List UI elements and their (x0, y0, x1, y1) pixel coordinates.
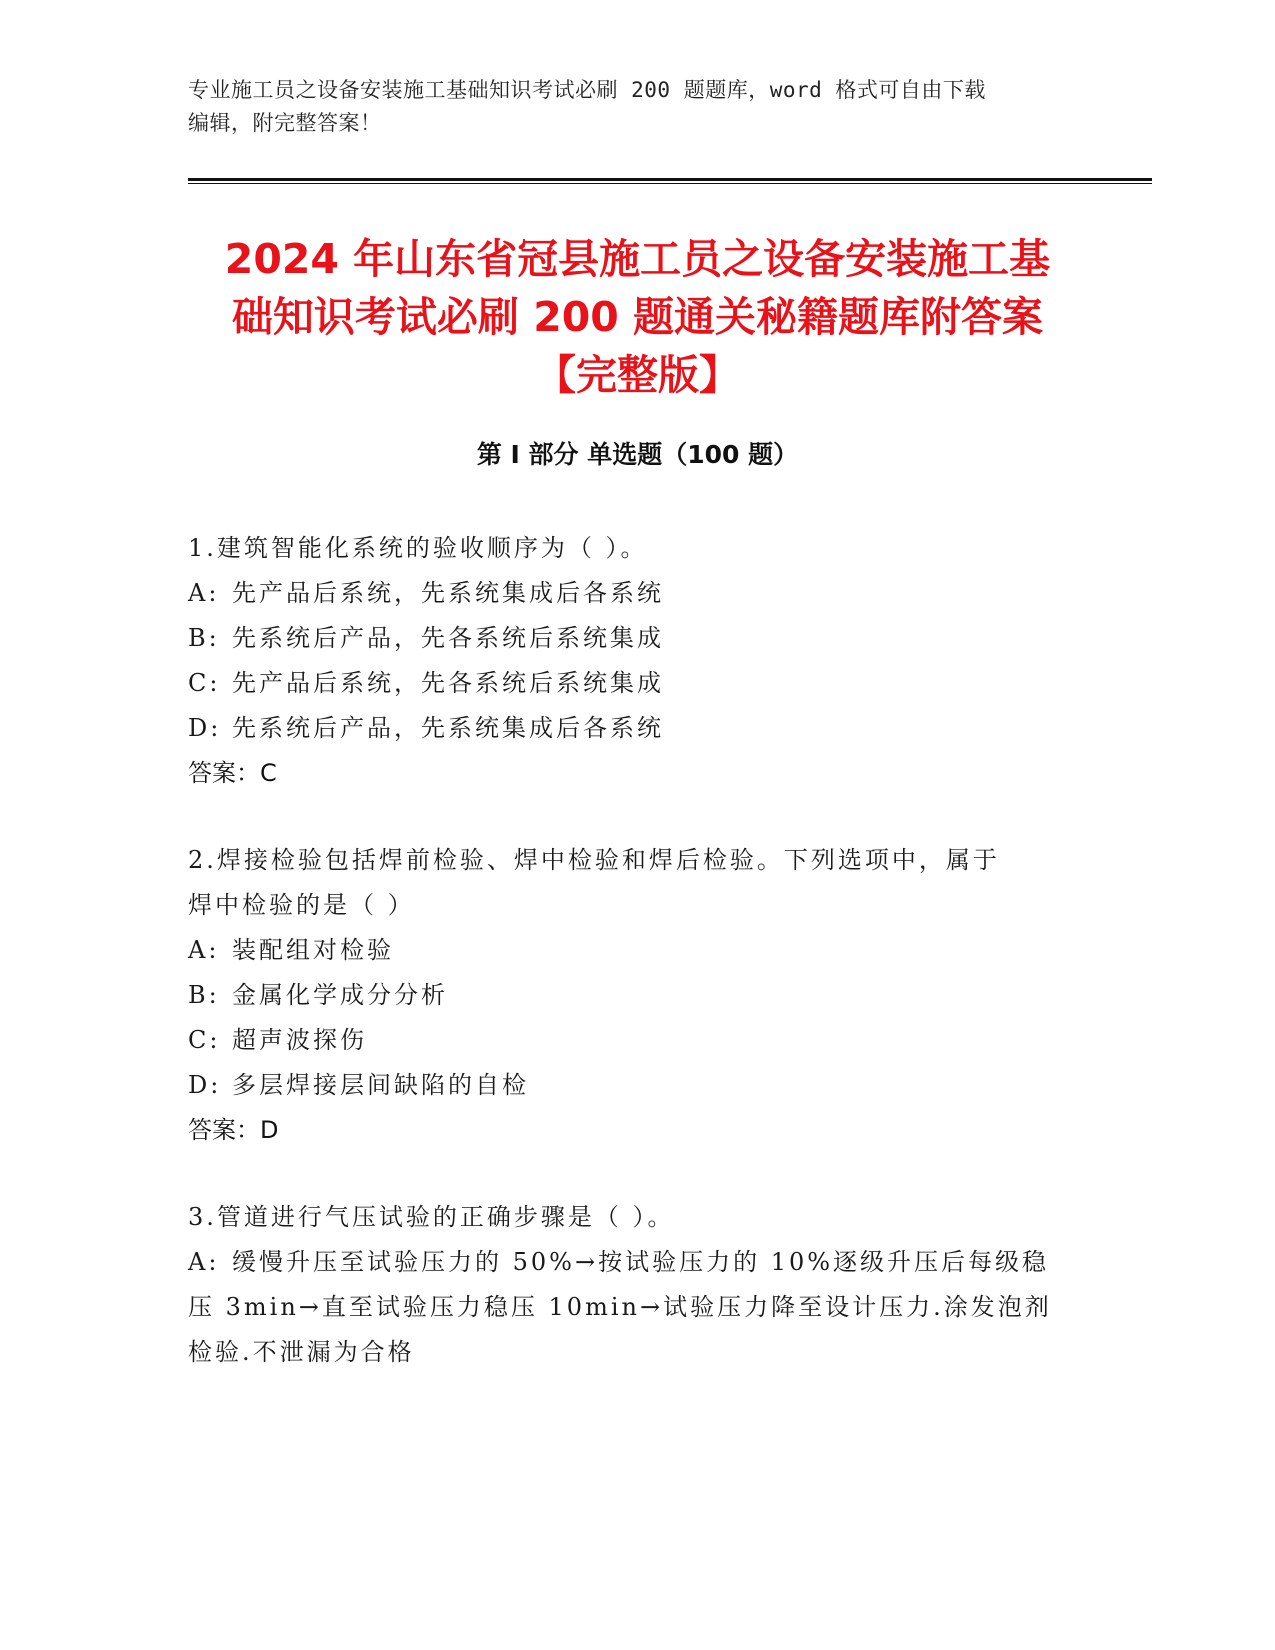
document-title-line-1: 2024 年山东省冠县施工员之设备安装施工基 (224, 235, 1051, 283)
document-title (170, 230, 1105, 404)
option-text: 装配组对检验 (232, 936, 394, 964)
header-divider-thin (188, 183, 1152, 184)
option-text: 先系统后产品，先各系统后系统集成 (232, 624, 664, 652)
question-2 (188, 838, 1088, 1153)
question-list (188, 526, 1088, 1417)
option-letter: D: (188, 714, 222, 742)
option-text: 先产品后系统，先系统集成后各系统 (232, 579, 664, 607)
option-letter: A: (188, 579, 220, 607)
document-title-line-2: 础知识考试必刷 200 题通关秘籍题库附答案 (231, 293, 1044, 341)
option-letter: D: (188, 1071, 222, 1099)
question-1 (188, 526, 1088, 796)
option-c (188, 1018, 1088, 1063)
question-stem: 1.建筑智能化系统的验收顺序为（ ）。 (188, 534, 648, 562)
answer: 答案：D (188, 1116, 279, 1144)
option-text: 超声波探伤 (232, 1026, 367, 1054)
question-3 (188, 1195, 1088, 1375)
question-stem: 2.焊接检验包括焊前检验、焊中检验和焊后检验。下列选项中，属于 (188, 846, 1000, 874)
option-letter: A: (188, 1248, 220, 1276)
option-text: 金属化学成分分析 (232, 981, 448, 1009)
option-d (188, 1063, 1088, 1108)
option-letter: C: (188, 1026, 221, 1054)
option-a (188, 571, 1088, 616)
option-c (188, 661, 1088, 706)
option-d (188, 706, 1088, 751)
option-text: 多层焊接层间缺陷的自检 (232, 1071, 529, 1099)
option-a-continued: 检验.不泄漏为合格 (188, 1338, 415, 1366)
option-a (188, 928, 1088, 973)
option-letter: B: (188, 981, 220, 1009)
option-a (188, 1240, 1088, 1285)
option-text: 先系统后产品，先系统集成后各系统 (232, 714, 664, 742)
option-text: 先产品后系统，先各系统后系统集成 (232, 669, 664, 697)
header-note-line-1: 专业施工员之设备安装施工基础知识考试必刷 200 题题库，word 格式可自由下载 (188, 78, 986, 102)
option-text: 缓慢升压至试验压力的 50%→按试验压力的 10%逐级升压后每级稳 (232, 1248, 1050, 1276)
section-title: 第 I 部分 单选题（100 题） (476, 440, 799, 469)
option-letter: B: (188, 624, 220, 652)
header-divider-thick (188, 178, 1152, 181)
question-stem: 3.管道进行气压试验的正确步骤是（ ）。 (188, 1203, 675, 1231)
header-note-line-2: 编辑，附完整答案！ (188, 111, 382, 135)
document-title-line-3: 【完整版】 (535, 351, 740, 399)
option-a-continued: 压 3min→直至试验压力稳压 10min→试验压力降至设计压力.涂发泡剂 (188, 1293, 1052, 1321)
header-note (188, 74, 1068, 140)
option-b (188, 973, 1088, 1018)
option-letter: A: (188, 936, 220, 964)
question-stem-continued: 焊中检验的是（ ） (188, 891, 415, 919)
option-letter: C: (188, 669, 221, 697)
answer: 答案：C (188, 759, 277, 787)
option-b (188, 616, 1088, 661)
